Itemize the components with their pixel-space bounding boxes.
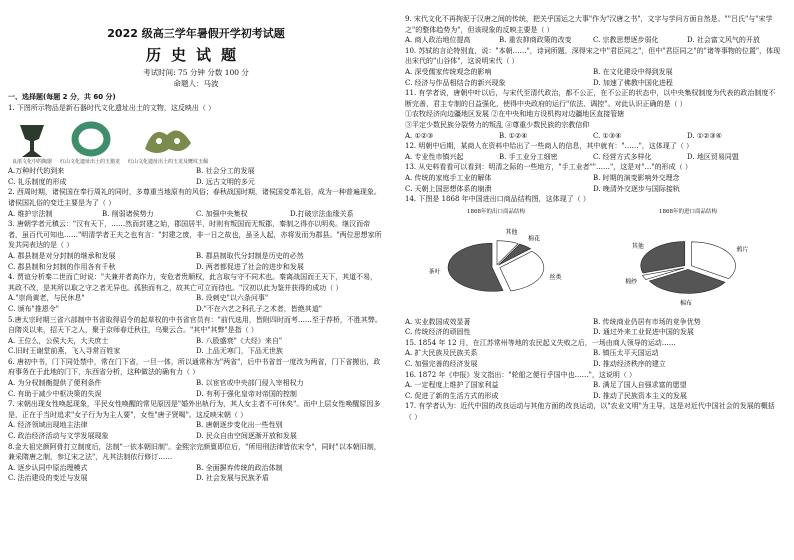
artifact-caption-0: 良渚文化中的陶器 (12, 159, 53, 166)
left-option-12-2: C. 有助于减少中枢决策的失误 (8, 389, 102, 398)
right-option-18-2: C. 促进了新的生活方式的形成 (405, 391, 499, 400)
artifact-figures (12, 115, 384, 165)
export-pie-chart (411, 217, 581, 309)
left-option-4-2: C. 加强中央集权 (196, 209, 248, 218)
left-question-0: 1. 下图所示物品是新石器时代文化遗址出土的文物，这反映出（ ） (8, 103, 216, 112)
left-options-12 (8, 378, 384, 399)
right-options-11 (405, 173, 781, 194)
right-option-14-1: B. 传统商业仍居有市场的竞争优势 (593, 317, 701, 326)
right-option-7-2: C. ①③④ (593, 131, 622, 140)
left-question-11: 6. 唐初中书，门下同处禁中，常在门下省，一旦一体，所以通常称为"两省"，后中书省首一度改为两省，门下省搬出，政府事务在于此地的门下，东西省分析，这种做法的确有力（ ） (8, 357, 381, 377)
left-option-4-3: D.打破宗法血缘关系 (290, 209, 354, 218)
right-question-2: 10. 苏轼的言论特别直，说："本朝……"，诗词所题，深得宋之中"君臣同之"，但中"君臣同之"的"诸等事物的位置"，体现出宋代的"山谷体"，这说明宋代（ ） (405, 46, 781, 66)
left-option-2-3: D. 远古文明的多元 (196, 177, 255, 186)
right-option-3-1: B. 在文化建设中得到发展 (593, 67, 673, 76)
artifact-image-1 (61, 119, 119, 159)
export-slice-label-2: 丝类 (549, 274, 562, 282)
artifact-figure-2 (128, 119, 208, 165)
right-question-8: 12. 明朝中后期，某商人在资料中给出了一些商人的信息，其中就有："……"，这体现了（ ） (405, 142, 694, 151)
left-option-4-1: B. 削弱诸侯势力 (102, 209, 154, 218)
left-option-6-3: D. 两者都促进了社会的进步和发展 (196, 262, 304, 271)
import-slice-label-0: 鸦片 (736, 246, 749, 254)
left-option-6-0: A. 郡县制是对分封制的继承和发展 (8, 251, 116, 260)
left-option-6-2: C. 郡县制和分封制的作用各有千秋 (8, 262, 116, 271)
right-option-7-0: A. ①②③ (405, 131, 434, 140)
time-score: 考试时间: 75 分钟 分数 100 分 (143, 68, 249, 77)
left-option-10-2: C.旧时王谢堂前燕，飞入寻常百姓家 (8, 347, 121, 356)
left-option-4-0: A. 维护宗法制 (8, 209, 53, 218)
right-option-14-0: A. 实业救国成效显著 (405, 317, 471, 326)
artifact-image-2 (139, 119, 197, 159)
export-slice-3 (448, 244, 503, 292)
right-question-12: 14. 下图是 1868 年中国进出口商品结构图，这体现了（ ） (405, 195, 590, 204)
right-options-16 (405, 348, 781, 369)
right-options-14 (405, 317, 781, 338)
left-column (8, 6, 384, 484)
left-option-16-0: A. 逐步认同中原治理模式 (8, 463, 88, 472)
left-option-14-2: C. 政治经济活动与文学发展现象 (8, 432, 109, 441)
left-options-2 (8, 166, 384, 187)
artifact-caption-2: 红山文化遗址出土的玉龙及鹰纹玉佩 (128, 159, 209, 166)
right-option-11-3: D. 晚清外交逐步与国际接轨 (593, 184, 680, 193)
right-question-6: ③平定少数民族分裂势力的叛乱 ④尊重少数民族的宗教信仰 (405, 120, 590, 129)
right-option-7-1: B. ①②④ (499, 131, 528, 140)
right-question-5: ①农牧经济向边疆地区发展 ②在中央和地方设机构对边疆地区直接管辖 (405, 110, 625, 119)
right-option-16-1: B. 镇压太平天国运动 (593, 349, 659, 358)
right-options-9 (405, 152, 781, 163)
artifact-image-0 (12, 119, 52, 159)
artifact-figure-1 (60, 119, 120, 165)
import-slice-label-1: 棉布 (680, 300, 693, 308)
right-option-1-2: C. 宗教思想逐步弱化 (593, 36, 659, 45)
right-option-16-0: A. 扩大民族及民族关系 (405, 349, 478, 358)
left-question-9: 5.唐太宗时期三省六部制中书省取得诏令的起草权的中书省官员有："前代选用，皆附四时而考……至于荐桥，不胜其弊。自隋炎以来，招天下之人，聚于京师春迁秋往，乌聚云合。"其中"其弊"是指（ ） (8, 315, 382, 335)
right-option-7-3: D. ①②③④ (687, 131, 722, 140)
right-option-1-1: B. 重农抑商政策的改变 (499, 36, 572, 45)
left-option-2-1: B. 社会分工的发展 (196, 167, 255, 176)
section-heading: 一、选择题(每题 2 分，共 60 分) (8, 93, 116, 101)
right-options-3 (405, 67, 781, 88)
export-chart (405, 207, 587, 315)
import-slice-3 (641, 242, 685, 273)
left-option-2-2: C. 礼乐制度的形成 (8, 177, 67, 186)
right-option-9-1: B. 手工业分工细密 (499, 152, 558, 161)
import-pie-chart (603, 217, 773, 309)
right-option-11-1: B. 时期的演变影响外交理念 (593, 173, 680, 182)
left-question-7: 4. 贾谊分析秦二世而亡时说："夫兼并者高诈力，安危者贵顺权，此言取与守不同术也。秦离战国而王天下，其道不易，其政不改，是其所以取之守之者无异也。孤独而有之，故其亡可立而待也。"汉初以此为鉴并获得的成功（ ） (8, 273, 378, 292)
right-option-16-2: C. 加强完善的经济发展 (405, 360, 478, 369)
export-slice-label-0: 其他 (505, 229, 518, 237)
import-slice-label-3: 其他 (631, 243, 644, 251)
left-option-8-0: A."崇尚黄老，与民休息" (8, 294, 85, 303)
left-option-10-3: D. 上品无寒门，下品无世族 (196, 347, 283, 356)
right-option-3-2: C. 经济与作品相结合的新兴现象 (405, 78, 506, 87)
right-question-15: 15. 1854 年 12 月，在江苏常州等地的农民起义失败之后，一场由商人领导的运动…… (405, 338, 676, 347)
right-option-3-3: D. 加速了佛教中国化进程 (593, 78, 673, 87)
left-options-14 (8, 420, 384, 441)
right-option-1-3: D. 社会富文风气的开放 (687, 36, 760, 45)
right-options-7 (405, 131, 781, 142)
right-question-4: 11. 有学者说，唐朝中叶以后，与宋代至清代政治，都不公正，在不公正的状态中，以中央集权制度为代表的政治制度不断完善，君主专制的日益强化，使得中央政府的运行"依法、调控"。对此认识正确的是（ ） (405, 89, 776, 108)
left-options-8 (8, 293, 384, 314)
left-option-16-2: C. 法治建设的变迁与发展 (8, 474, 88, 483)
right-question-19: 17. 有学者认为：近代中国的改良运动与其他方面的改良运动，以"农业文明"为主导，这是对近代中国社会的发展的概括（ ） (405, 402, 775, 422)
right-question-10: 13. 从史料看看可以看到：明清之际的一些地方，"手工业者""……"，这是对"…"的形成（ ） (405, 163, 692, 172)
left-question-15: 8.金大祖完颜阿骨打立制度后，法制"一依本朝旧制"。金熙宗完颜亶即位后，"所用刑法律皆依宋令"，同时"以本朝旧制，兼采隋唐之制，参辽宋之法"，凡其法制依行修订…… (8, 442, 381, 462)
right-option-11-0: A. 传统的家庭手工业的解体 (405, 173, 492, 182)
left-option-14-3: D. 民众自由空间逐渐开放和发展 (196, 432, 297, 441)
left-option-16-1: B. 全面摒弃传统的政治体制 (196, 463, 283, 472)
right-option-18-0: A. 一定程度上维护了国家利益 (405, 381, 499, 390)
left-options-6 (8, 251, 384, 272)
right-options-1 (405, 35, 781, 46)
right-option-18-3: D. 推动了民族资本主义的发展 (593, 391, 687, 400)
left-option-8-1: B. 设刺史"以六条问事" (196, 294, 269, 303)
right-option-18-1: B. 满足了国人自强求富的愿望 (593, 381, 687, 390)
left-option-14-1: B. 唐朝逐步变化出一些性别 (196, 421, 283, 430)
left-option-12-1: B. 以宦官或中央部门侵入宰相权力 (196, 379, 304, 388)
right-option-14-3: D. 通过外来工业促进中国的发展 (593, 328, 694, 337)
import-slice-label-2: 棉纱 (625, 278, 638, 286)
left-option-14-0: A. 经济领域出现地主法律 (8, 421, 88, 430)
right-options-18 (405, 380, 781, 401)
export-slice-label-1: 棉花 (527, 235, 541, 243)
subject-title: 历史试题 (145, 46, 246, 64)
right-option-16-3: D. 推动经济秩序的建立 (593, 360, 666, 369)
right-option-3-0: A. 深受儒家传统观念的影响 (405, 67, 492, 76)
import-chart (597, 207, 779, 315)
left-option-12-3: D. 有利于强化皇帝对帝国的控制 (196, 389, 297, 398)
trade-charts (405, 207, 781, 315)
left-option-2-0: A.万种时代的到来 (8, 167, 65, 176)
artifact-caption-1: 红山文化遗址出土的玉猪龙 (60, 159, 121, 166)
right-column (405, 14, 781, 423)
left-options-16 (8, 463, 384, 484)
right-question-0: 9. 宋代文化不再拘泥于汉唐之间的传统，把关乎国运之大事"作为"汉唐之书"，文字与学问方面自然是。""吕氏"与"宋学之"的整体趋势为"，但该现象的反映主要是（ ） (405, 15, 773, 34)
right-option-9-3: D. 地区贸易同盟 (687, 152, 739, 161)
left-option-8-2: C. 颁布"推恩令" (8, 304, 59, 313)
left-option-12-0: A. 为分权制衡提供了便利条件 (8, 379, 102, 388)
artifact-figure-0 (12, 119, 52, 165)
left-options-4 (8, 209, 384, 220)
left-option-8-3: D."不在六艺之科孔子之术者，皆绝其道" (196, 304, 323, 313)
left-question-13: 7. 宋朝出现女性唤起现象，平民女性唤醒的常见原因是"婚外出轨行为，其人女主者不可休矣"。而中上层女性唤醒原因多是，正在于当时追求"女子行为为主人要"，女性"唐子贤喝"。这反映宋朝（ ） (8, 400, 381, 419)
export-chart-title: 1868年的出口商品结构 (467, 208, 525, 215)
left-option-10-0: A. 王位么，公侯大夫，大夫庶士 (8, 336, 109, 345)
export-slice-label-3: 茶叶 (428, 268, 441, 276)
left-option-10-1: B. 八股盛衰"《大经》来自" (196, 336, 283, 345)
left-question-3: 2. 西周时期，诸侯国在奉行周礼的同时，多尊重当地原有的风俗；春秋战国时期，诸侯国变革礼俗，成为一种普遍现象。诸侯国礼俗的变迁主要是为了（ ） (8, 188, 381, 207)
right-option-1-0: A. 商人政治地位提高 (405, 36, 471, 45)
left-question-5: 3. 唐朝学者元稹云："汉有天下，……然而封建之始，郡国居半，时则有叛国而无叛郡，秦制之得亦以明矣。继汉而帝者，虽百代可知也……"明清学者王夫之也有言："封建之废，非一日之故也，虽圣人起，亦将发而为郡县。"两位思想家所发共同表达的是（ ） (8, 220, 382, 250)
right-option-9-2: C. 经营方式多样化 (593, 152, 652, 161)
import-chart-title: 1868年的进口商品结构 (659, 208, 717, 215)
author: 命题人：马波 (173, 79, 219, 88)
left-option-6-1: B. 郡县制取代分封制是历史的必然 (196, 251, 304, 260)
exam-title: 2022 级高三学年暑假开学初考试题 (107, 27, 285, 40)
right-option-14-2: C. 传统经济的顽固性 (405, 328, 471, 337)
right-option-9-0: A. 专业性市镇兴起 (405, 152, 464, 161)
left-options-10 (8, 336, 384, 357)
left-option-16-3: D. 社会发展与民族矛盾 (196, 474, 269, 483)
right-question-17: 16. 1872 年《申报》发文指出："轮船之便行乎国中也……"，这说明（ ） (405, 370, 637, 379)
right-option-11-2: C. 天朝上国思想体系的崩溃 (405, 184, 492, 193)
